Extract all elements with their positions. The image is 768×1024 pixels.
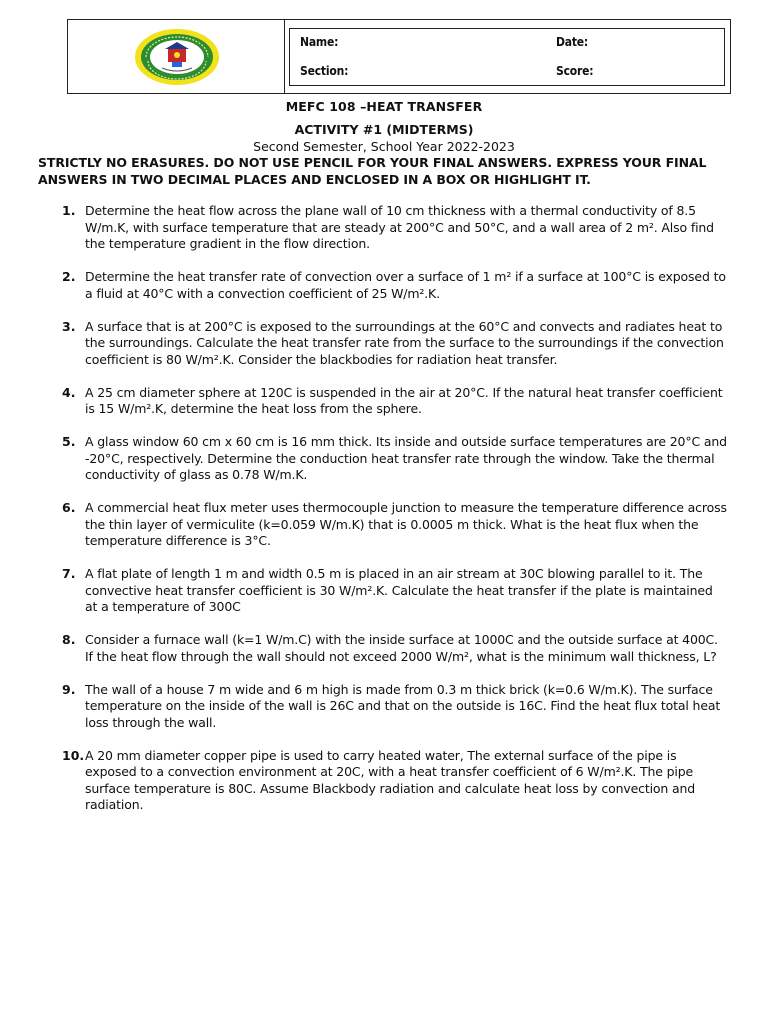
problem-list (38, 203, 728, 830)
problem-item (38, 434, 728, 484)
problem-item (38, 500, 728, 550)
problem-text: Determine the heat flow across the plane wall of 10 cm thickness with a thermal conductivity of 8.5 W/m.K, with surface temperature that are steady at 200°C and 50°C, and a wall area of 2 m². Also find the temperature gradient in the flow direction. (85, 203, 714, 251)
activity-title: ACTIVITY #1 (MIDTERMS) (294, 122, 474, 137)
problem-number: 4. (62, 384, 76, 400)
problem-text: Consider a furnace wall (k=1 W/m.C) with the inside surface at 1000C and the outside surface at 400C. If the heat flow through the wall should not exceed 2000 W/m², what is the minimum wall thickness, L? (85, 632, 718, 664)
name-label: Name: (300, 35, 339, 49)
problem-number: 10. (62, 747, 85, 763)
student-info-box (289, 28, 725, 86)
header-table (67, 19, 731, 94)
problem-number: 3. (62, 318, 76, 334)
problem-item (38, 385, 728, 418)
problem-number: 8. (62, 632, 76, 647)
problem-number: 5. (62, 434, 76, 449)
problem-text: A flat plate of length 1 m and width 0.5 m is placed in an air stream at 30C blowing parallel to it. The convective heat transfer coefficient is 30 W/m².K. Calculate the heat transfer if the plate is maintained at a temperature of 300C (85, 566, 713, 614)
problem-number: 6. (62, 500, 76, 515)
problem-text: Determine the heat transfer rate of convection over a surface of 1 m² if a surface at 100°C is exposed to a fluid at 40°C with a convection coefficient of 25 W/m².K. (85, 269, 726, 301)
problem-item (38, 748, 728, 814)
score-label: Score: (556, 64, 594, 78)
problem-item (38, 632, 728, 665)
problem-number: 1. (62, 203, 76, 218)
problem-text: The wall of a house 7 m wide and 6 m high is made from 0.3 m thick brick (k=0.6 W/m.K). The surface temperature on the inside of the wall is 26C and that on the outside is 16C. Find the heat flux total heat loss through the wall. (85, 681, 721, 730)
problem-item (38, 203, 728, 253)
problem-number: 7. (62, 566, 76, 581)
problem-item (38, 682, 728, 732)
problem-item (38, 566, 728, 616)
problem-item (38, 319, 728, 369)
instructions: STRICTLY NO ERASURES. DO NOT USE PENCIL FOR YOUR FINAL ANSWERS. EXPRESS YOUR FINAL ANSWERS IN TWO DECIMAL PLACES AND ENCLOSED IN A BOX OR HIGHLIGHT IT. (38, 155, 707, 187)
problem-number: 2. (62, 269, 76, 284)
problem-text: A 25 cm diameter sphere at 120C is suspended in the air at 20°C. If the natural heat transfer coefficient is 15 W/m².K, determine the heat loss from the sphere. (85, 384, 723, 416)
problem-text: A 20 mm diameter copper pipe is used to carry heated water, The external surface of the pipe is exposed to a convection environment at 20C, with a heat transfer coefficient of 6 W/m².K. The pipe surface temperature is 80C. Assume Blackbody radiation and calculate heat loss by convection and radiation. (85, 747, 696, 812)
date-label: Date: (556, 35, 589, 49)
logo-cell (68, 20, 285, 93)
problem-text: A surface that is at 200°C is exposed to the surroundings at the 60°C and convects and radiates heat to the surroundings. Calculate the heat transfer rate from the surface to the surroundings if the convection coefficient is 80 W/m².K. Consider the blackbodies for radiation heat transfer. (85, 318, 724, 367)
school-seal-logo (134, 28, 220, 86)
problem-text: A glass window 60 cm x 60 cm is 16 mm thick. Its inside and outside surface temperatures are 20°C and -20°C, respectively. Determine the conduction heat transfer rate through the window. Take the thermal conductivity of glass as 0.78 W/m.K. (85, 434, 727, 482)
course-title: MEFC 108 –HEAT TRANSFER (285, 99, 483, 114)
problem-number: 9. (62, 681, 76, 697)
problem-item (38, 269, 728, 302)
section-label: Section: (300, 64, 349, 78)
problem-text: A commercial heat flux meter uses thermocouple junction to measure the temperature difference across the thin layer of vermiculite (k=0.059 W/m.K) that is 0.0005 m thick. What is the heat flux when the temperature difference is 3°C. (85, 500, 727, 548)
semester-line: Second Semester, School Year 2022-2023 (253, 139, 515, 154)
